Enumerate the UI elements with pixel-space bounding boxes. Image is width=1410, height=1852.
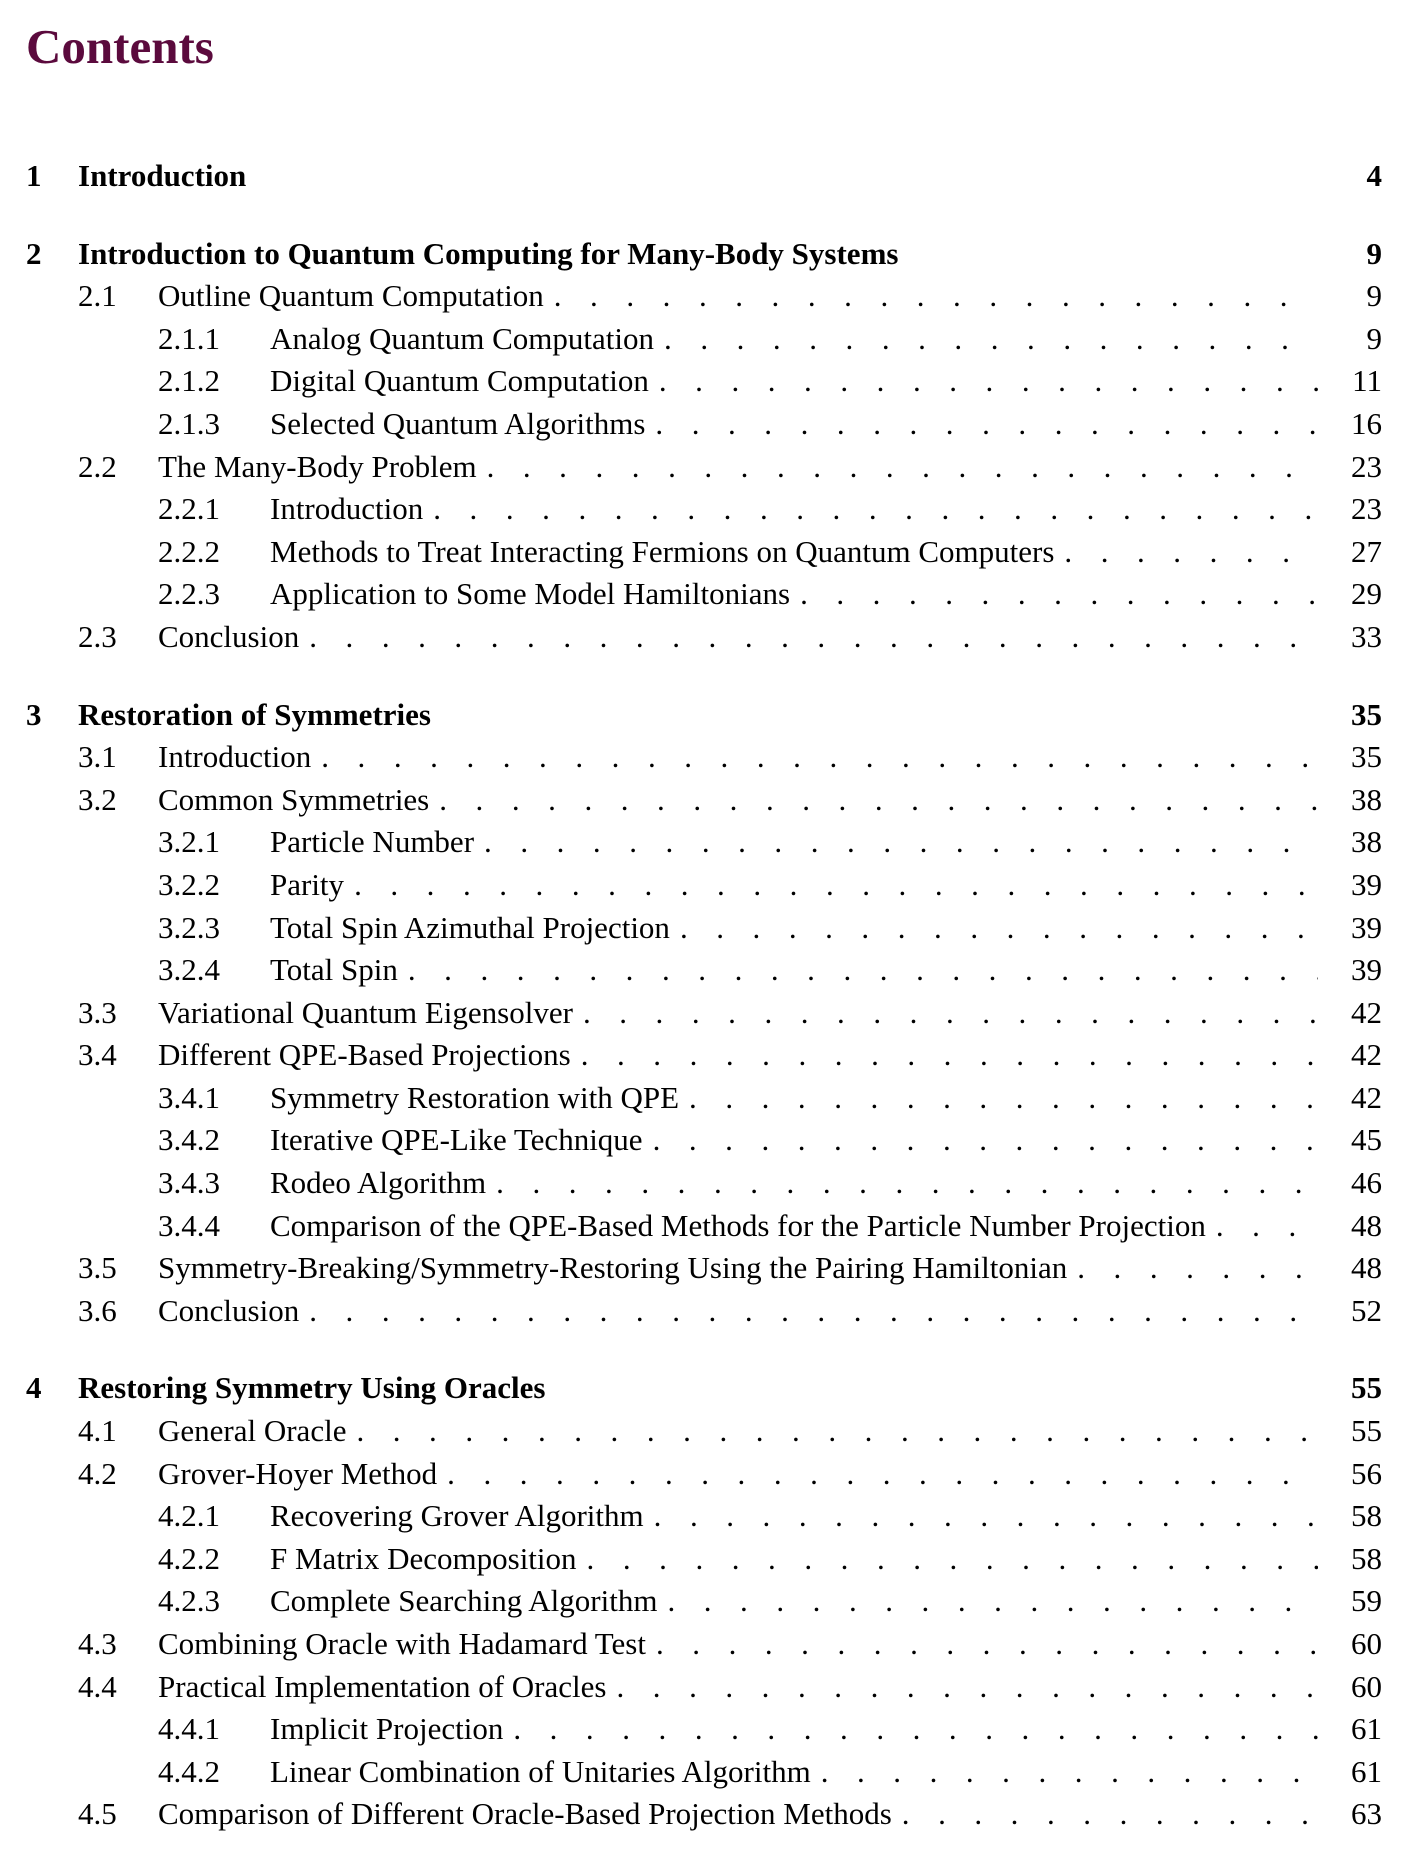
toc-dot-leader [581,1034,1318,1077]
toc-entry-page[interactable]: 58 [1351,1540,1382,1576]
toc-dot-leader [654,1495,1318,1538]
toc-entry-section[interactable] [26,779,1382,822]
toc-entry-number: 3.1 [78,739,117,775]
toc-entry-title[interactable]: Restoring Symmetry Using Oracles [78,1370,546,1406]
toc-dot-leader [664,318,1318,361]
toc-entry-title[interactable]: Combining Oracle with Hadamard Test [158,1626,646,1661]
toc-entry-number: 3.2 [78,781,117,817]
toc-entry-title[interactable]: Practical Implementation of Oracles [158,1668,607,1704]
toc-dot-leader [554,275,1318,318]
toc-entry-title[interactable]: Introduction [78,158,247,193]
toc-entry-subsection[interactable] [26,1495,1382,1538]
toc-entry-chapter[interactable] [26,694,1382,737]
toc-entry-subsection[interactable] [26,864,1382,907]
toc-entry-page[interactable]: 23 [1351,491,1382,527]
toc-entry-title[interactable]: The Many-Body Problem [158,448,477,484]
toc-entry-page[interactable]: 59 [1351,1583,1382,1619]
toc-entry-number: 3.4 [78,1037,117,1073]
toc-entry-page[interactable]: 42 [1351,994,1382,1030]
toc-dot-leader [354,864,1318,907]
toc-entry-page[interactable]: 60 [1351,1668,1382,1704]
toc-dot-leader [356,1410,1318,1453]
toc-dot-leader [1064,531,1318,574]
table-of-contents [26,155,1382,1836]
toc-entry-page[interactable]: 38 [1351,824,1382,860]
toc-entry-title[interactable]: Linear Combination of Unitaries Algorithm [270,1753,811,1789]
toc-dot-leader [1216,1205,1318,1248]
toc-entry-page[interactable]: 23 [1351,448,1382,484]
toc-entry-title[interactable]: Conclusion [158,618,300,654]
toc-entry-title[interactable]: Rodeo Algorithm [270,1165,487,1201]
toc-entry-page[interactable]: 35 [1351,696,1382,732]
toc-entry-number: 4.4.2 [158,1753,220,1789]
toc-dot-leader [321,736,1318,779]
toc-entry-subsection[interactable] [26,1119,1382,1162]
toc-entry-subsection[interactable] [26,1708,1382,1751]
toc-entry-page[interactable]: 33 [1351,618,1382,654]
toc-entry-page[interactable]: 58 [1351,1498,1382,1534]
toc-entry-subsection[interactable] [26,1580,1382,1623]
toc-entry-title[interactable]: Total Spin [270,952,398,988]
toc-entry-subsection[interactable] [26,821,1382,864]
toc-entry-title[interactable]: Restoration of Symmetries [78,696,431,732]
toc-entry-number: 4.2.3 [158,1583,220,1619]
toc-entry-chapter[interactable] [26,1367,1382,1410]
toc-entry-page[interactable]: 42 [1351,1079,1382,1115]
toc-entry-section[interactable] [26,1034,1382,1077]
toc-entry-number: 4.4 [78,1668,117,1704]
toc-entry-number: 3.4.1 [158,1079,220,1115]
toc-entry-number: 4.3 [78,1626,117,1661]
toc-entry-title[interactable]: Comparison of Different Oracle-Based Projection Methods [158,1796,892,1832]
toc-entry-section[interactable] [26,992,1382,1035]
toc-entry-page[interactable]: 42 [1351,1037,1382,1073]
toc-entry-subsection[interactable] [26,360,1382,403]
toc-entry-page[interactable]: 39 [1351,866,1382,902]
toc-entry-subsection[interactable] [26,531,1382,574]
toc-dot-leader [1077,1247,1318,1290]
toc-entry-title[interactable]: Implicit Projection [270,1711,504,1747]
toc-entry-chapter[interactable] [26,155,1382,198]
toc-entry-section[interactable] [26,736,1382,779]
toc-entry-subsection[interactable] [26,318,1382,361]
toc-entry-page[interactable]: 29 [1351,576,1382,612]
toc-entry-number: 3 [26,696,42,732]
toc-dot-leader [656,1623,1318,1666]
toc-entry-page[interactable]: 9 [1366,235,1382,271]
toc-entry-page[interactable]: 45 [1351,1122,1382,1158]
toc-entry-subsection[interactable] [26,907,1382,950]
toc-entry-subsection[interactable] [26,1077,1382,1120]
toc-entry-page[interactable]: 35 [1351,739,1382,775]
toc-entry-number: 3.4.2 [158,1122,220,1158]
toc-entry-title[interactable]: Analog Quantum Computation [270,320,655,356]
toc-entry-title[interactable]: F Matrix Decomposition [270,1540,577,1576]
toc-entry-number: 3.6 [78,1292,117,1328]
toc-entry-number: 3.2.4 [158,952,220,988]
toc-entry-title[interactable]: Parity [270,866,345,902]
toc-entry-page[interactable]: 39 [1351,909,1382,945]
toc-entry-subsection[interactable] [26,949,1382,992]
toc-entry-page[interactable]: 9 [1366,320,1382,356]
toc-entry-title[interactable]: Selected Quantum Algorithms [270,405,646,441]
toc-entry-page[interactable]: 52 [1351,1292,1382,1328]
toc-entry-section[interactable] [26,1623,1382,1666]
toc-entry-page[interactable]: 48 [1351,1207,1382,1243]
toc-entry-section[interactable] [26,275,1382,318]
toc-entry-title[interactable]: Recovering Grover Algorithm [270,1498,644,1534]
toc-dot-leader [309,616,1318,659]
toc-entry-title[interactable]: Symmetry Restoration with QPE [270,1079,680,1115]
toc-entry-subsection[interactable] [26,1751,1382,1794]
toc-entry-title[interactable]: Methods to Treat Interacting Fermions on Quantum Computers [270,533,1055,569]
toc-dot-leader [655,403,1318,446]
toc-entry-page[interactable]: 39 [1351,952,1382,988]
toc-entry-number: 4.1 [78,1413,117,1449]
toc-dot-leader [667,1580,1318,1623]
toc-entry-title[interactable]: Comparison of the QPE-Based Methods for the Particle Number Projection [270,1207,1206,1243]
toc-entry-number: 2.3 [78,618,117,654]
toc-dot-leader [616,1666,1318,1709]
toc-entry-title[interactable]: Different QPE-Based Projections [158,1037,571,1073]
toc-entry-subsection[interactable] [26,1538,1382,1581]
toc-entry-page[interactable]: 9 [1366,278,1382,314]
toc-entry-number: 4.2.2 [158,1540,220,1576]
toc-entry-section[interactable] [26,1666,1382,1709]
toc-entry-number: 3.3 [78,994,117,1030]
toc-entry-number: 4.4.1 [158,1711,220,1747]
toc-entry-number: 2.2.1 [158,491,220,527]
toc-entry-page[interactable]: 61 [1351,1753,1382,1789]
toc-dot-leader [433,488,1318,531]
toc-entry-page[interactable]: 46 [1351,1165,1382,1201]
toc-entry-page[interactable]: 11 [1352,363,1382,399]
toc-entry-number: 3.5 [78,1250,117,1286]
toc-entry-subsection[interactable] [26,1162,1382,1205]
toc-entry-title[interactable]: Complete Searching Algorithm [270,1583,658,1619]
toc-entry-page[interactable]: 48 [1351,1250,1382,1286]
toc-dot-leader [583,992,1318,1035]
toc-entry-number: 4.2.1 [158,1498,220,1534]
toc-entry-subsection[interactable] [26,488,1382,531]
toc-entry-page[interactable]: 16 [1351,405,1382,441]
toc-entry-number: 2.2 [78,448,117,484]
toc-entry-subsection[interactable] [26,1205,1382,1248]
toc-dot-leader [653,1119,1318,1162]
toc-entry-number: 2.1.2 [158,363,220,399]
toc-entry-number: 2.2.3 [158,576,220,612]
toc-entry-title[interactable]: Application to Some Model Hamiltonians [270,576,791,612]
toc-entry-number: 3.2.1 [158,824,220,860]
toc-entry-title[interactable]: Digital Quantum Computation [270,363,649,399]
toc-entry-section[interactable] [26,616,1382,659]
toc-entry-number: 2.1 [78,278,117,314]
toc-entry-number: 2.1.1 [158,320,220,356]
toc-dot-leader [487,446,1318,489]
toc-dot-leader [513,1708,1318,1751]
toc-dot-leader [821,1751,1318,1794]
toc-entry-title[interactable]: Common Symmetries [158,781,430,817]
toc-entry-subsection[interactable] [26,573,1382,616]
toc-entry-number: 3.2.2 [158,866,220,902]
toc-entry-number: 3.4.3 [158,1165,220,1201]
toc-entry-title[interactable]: Introduction [270,491,424,527]
toc-entry-number: 3.4.4 [158,1207,220,1243]
toc-entry-title[interactable]: Introduction to Quantum Computing for Many-Body Systems [78,235,899,271]
toc-entry-title[interactable]: Symmetry-Breaking/Symmetry-Restoring Using the Pairing Hamiltonian [158,1250,1068,1286]
toc-entry-title[interactable]: Outline Quantum Computation [158,278,544,314]
toc-dot-leader [800,573,1318,616]
toc-entry-page[interactable]: 38 [1351,781,1382,817]
toc-entry-section[interactable] [26,1453,1382,1496]
toc-dot-leader [484,821,1318,864]
toc-dot-leader [496,1162,1318,1205]
toc-entry-section[interactable] [26,1247,1382,1290]
toc-dot-leader [902,1793,1318,1836]
toc-entry-page[interactable]: 61 [1351,1711,1382,1747]
toc-entry-title[interactable]: Particle Number [270,824,475,860]
toc-entry-chapter[interactable] [26,233,1382,276]
toc-entry-number: 4.2 [78,1455,117,1491]
toc-entry-number: 4 [26,1370,42,1406]
toc-entry-page[interactable]: 55 [1351,1370,1382,1406]
toc-entry-title[interactable]: Variational Quantum Eigensolver [158,994,573,1030]
toc-entry-title[interactable]: Total Spin Azimuthal Projection [270,909,670,945]
toc-entry-page[interactable]: 63 [1351,1796,1382,1832]
toc-dot-leader [408,949,1318,992]
toc-entry-title[interactable]: Iterative QPE-Like Technique [270,1122,643,1158]
toc-entry-title[interactable]: Grover-Hoyer Method [158,1455,438,1491]
toc-entry-number: 1 [26,158,42,193]
toc-dot-leader [587,1538,1318,1581]
toc-entry-title[interactable]: Introduction [158,739,312,775]
toc-dot-leader [439,779,1318,822]
toc-entry-number: 4.5 [78,1796,117,1832]
toc-entry-page[interactable]: 60 [1351,1626,1382,1661]
toc-dot-leader [680,907,1318,950]
toc-entry-title[interactable]: Conclusion [158,1292,300,1328]
toc-entry-section[interactable] [26,1290,1382,1333]
toc-entry-number: 2.2.2 [158,533,220,569]
toc-entry-section[interactable] [26,1410,1382,1453]
page-title: Contents [26,19,214,74]
toc-dot-leader [447,1453,1318,1496]
toc-dot-leader [309,1290,1318,1333]
toc-entry-page[interactable]: 27 [1351,533,1382,569]
toc-entry-page[interactable]: 4 [1366,158,1382,193]
toc-dot-leader [659,360,1318,403]
toc-dot-leader [689,1077,1318,1120]
toc-entry-section[interactable] [26,446,1382,489]
toc-entry-page[interactable]: 55 [1351,1413,1382,1449]
toc-entry-page[interactable]: 56 [1351,1455,1382,1491]
toc-entry-section[interactable] [26,1793,1382,1836]
toc-entry-number: 2 [26,235,42,271]
toc-entry-title[interactable]: General Oracle [158,1413,347,1449]
toc-entry-number: 3.2.3 [158,909,220,945]
toc-entry-subsection[interactable] [26,403,1382,446]
toc-entry-number: 2.1.3 [158,405,220,441]
